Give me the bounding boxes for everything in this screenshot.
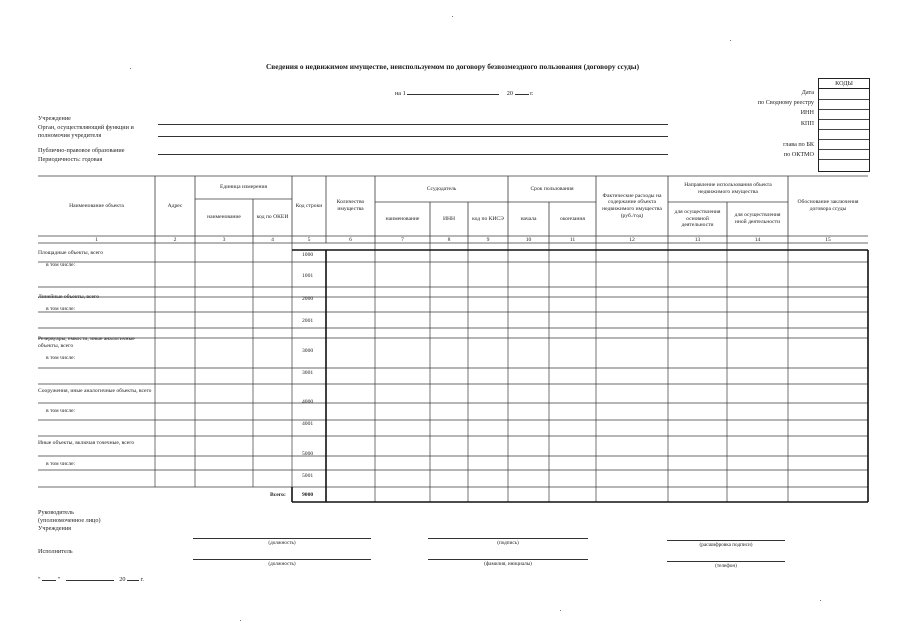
scan-speck bbox=[240, 620, 241, 621]
row-code: 2001 bbox=[302, 318, 314, 324]
col-header-usage-group: Направление использования объекта недвижимого имущества bbox=[684, 182, 772, 195]
col-header-period-end: окончания bbox=[560, 215, 585, 222]
head-signature-label: Руководитель (уполномоченное лицо) Учреждения bbox=[38, 509, 101, 532]
sig-date-suffix: г. bbox=[140, 576, 144, 583]
scan-speck bbox=[560, 610, 561, 611]
col-header-expenses: Фактические расходы на содержание объекта недвижимого имущества (руб./год) bbox=[602, 192, 662, 219]
caption-position-2: (должность) bbox=[268, 561, 296, 567]
col-header-period-start: начала bbox=[520, 215, 537, 222]
row-code: 5000 bbox=[302, 451, 314, 457]
col-number: 13 bbox=[694, 237, 701, 243]
caption-signature: (подпись) bbox=[497, 540, 519, 546]
col-header-unit-code: код по ОКЕИ bbox=[256, 214, 289, 221]
row-label: в том числе: bbox=[46, 355, 76, 361]
col-number: 7 bbox=[401, 237, 404, 243]
form-title: Сведения о недвижимом имуществе, неиспользуемом по договору безвозмездного пользования (договору ссуды) bbox=[265, 62, 640, 71]
scan-speck bbox=[820, 600, 821, 601]
row-label: Площадные объекты, всего bbox=[38, 250, 104, 256]
col-header-borrower-inn: ИНН bbox=[442, 215, 456, 222]
row-label: Иные объекты, включая точечные, всего bbox=[38, 440, 135, 446]
scan-speck bbox=[130, 68, 131, 69]
col-number: 12 bbox=[629, 237, 635, 243]
institution-label: Учреждение bbox=[38, 115, 71, 122]
row-code: 3000 bbox=[302, 348, 314, 354]
caption-position: (должность) bbox=[268, 540, 296, 546]
row-code: 1000 bbox=[302, 252, 314, 258]
sig-date-year: 20 bbox=[119, 576, 126, 583]
col-number: 6 bbox=[349, 237, 352, 243]
scan-speck bbox=[730, 40, 731, 41]
codes-label-bk: глава по БК bbox=[783, 141, 814, 148]
sig-date-day-field[interactable] bbox=[42, 574, 56, 581]
head-position-field[interactable] bbox=[193, 538, 371, 539]
col-header-period-group: Срок пользования bbox=[530, 185, 574, 192]
row-label: Резервуары, емкости, иные аналогичные объекты, всего bbox=[38, 336, 135, 349]
col-number: 2 bbox=[173, 237, 177, 243]
col-header-justification: Обоснование заключения договора ссуды bbox=[797, 199, 859, 212]
col-number: 9 bbox=[486, 237, 490, 243]
caption-signature-decoding: (расшифровка подписи) bbox=[699, 542, 753, 548]
col-number: 3 bbox=[222, 237, 226, 243]
head-name-field[interactable] bbox=[667, 540, 785, 541]
col-header-line-code: Код строки bbox=[295, 202, 323, 209]
signature-date-line bbox=[38, 574, 144, 583]
row-code: 2000 bbox=[302, 296, 314, 302]
sig-date-year-field[interactable] bbox=[127, 574, 139, 581]
col-header-usage-main: для осуществления основной деятельности bbox=[674, 209, 721, 229]
executor-label: Исполнитель bbox=[38, 548, 73, 555]
col-header-name: Наименование объекта bbox=[69, 202, 124, 209]
row-code: 3001 bbox=[302, 370, 314, 376]
public-entity-label: Публично-правовое образование bbox=[38, 147, 125, 154]
col-number: 4 bbox=[271, 237, 274, 243]
row-code: 1001 bbox=[302, 273, 314, 279]
codes-label-oktmo: по ОКТМО bbox=[783, 151, 814, 158]
row-label: Линейные объекты, всего bbox=[38, 294, 100, 300]
row-code: 5001 bbox=[302, 473, 314, 479]
founder-label: Орган, осуществляющий функции и полномочия учредителя bbox=[38, 124, 134, 139]
col-header-borrower-kbk: код по КИСЭ bbox=[472, 215, 504, 222]
col-number: 14 bbox=[754, 237, 761, 243]
row-label: в том числе: bbox=[46, 408, 76, 414]
row-label: в том числе: bbox=[46, 306, 76, 312]
codes-label-inn: ИНН bbox=[800, 109, 814, 116]
row-label: Сооружения, иные аналогичные объекты, всего bbox=[38, 388, 152, 394]
col-number: 11 bbox=[569, 237, 576, 243]
periodicity-label: Периодичность: годовая bbox=[38, 156, 103, 163]
col-header-quantity: Количество имущества bbox=[336, 199, 365, 212]
sig-date-close-quote: " bbox=[57, 576, 61, 583]
sig-date-open-quote: " bbox=[38, 576, 41, 583]
sig-date-month-field[interactable] bbox=[66, 574, 114, 581]
row-label: в том числе: bbox=[46, 461, 76, 467]
date-year: 20 bbox=[506, 90, 513, 97]
col-header-borrower-group: Ссудодатель bbox=[426, 185, 457, 192]
codes-header: КОДЫ bbox=[819, 79, 869, 89]
col-header-address: Адрес bbox=[167, 202, 183, 209]
col-header-borrower-name: наименование bbox=[385, 215, 420, 222]
date-prefix: на 1 bbox=[395, 90, 406, 97]
col-header-usage-other: для осуществления иной деятельности bbox=[734, 212, 781, 225]
codes-label-date: Дата bbox=[801, 89, 814, 96]
codes-label-kpp: КПП bbox=[800, 120, 814, 127]
col-header-unit-group: Единица измерения bbox=[219, 184, 268, 191]
row-label: в том числе: bbox=[46, 262, 76, 268]
col-number: 8 bbox=[447, 237, 451, 243]
total-label: Всего: bbox=[270, 492, 286, 498]
executor-phone-field[interactable] bbox=[667, 561, 785, 562]
executor-position-field[interactable] bbox=[193, 559, 371, 560]
executor-name-field[interactable] bbox=[428, 559, 588, 560]
total-code: 9000 bbox=[302, 492, 314, 498]
col-number: 15 bbox=[825, 237, 831, 243]
date-suffix: г. bbox=[530, 90, 534, 97]
head-signature-field[interactable] bbox=[428, 538, 588, 539]
caption-surname: (фамилия, инициалы) bbox=[484, 561, 532, 567]
col-number: 10 bbox=[525, 237, 532, 243]
scan-speck bbox=[452, 16, 453, 17]
col-number: 5 bbox=[307, 237, 311, 243]
caption-phone: (телефон) bbox=[715, 563, 737, 569]
codes-label-registry: по Сводному реестру bbox=[757, 99, 814, 106]
row-code: 4001 bbox=[302, 421, 314, 427]
col-number: 1 bbox=[95, 237, 98, 243]
col-header-unit-name: наименование bbox=[207, 214, 241, 221]
row-code: 4000 bbox=[302, 399, 314, 405]
